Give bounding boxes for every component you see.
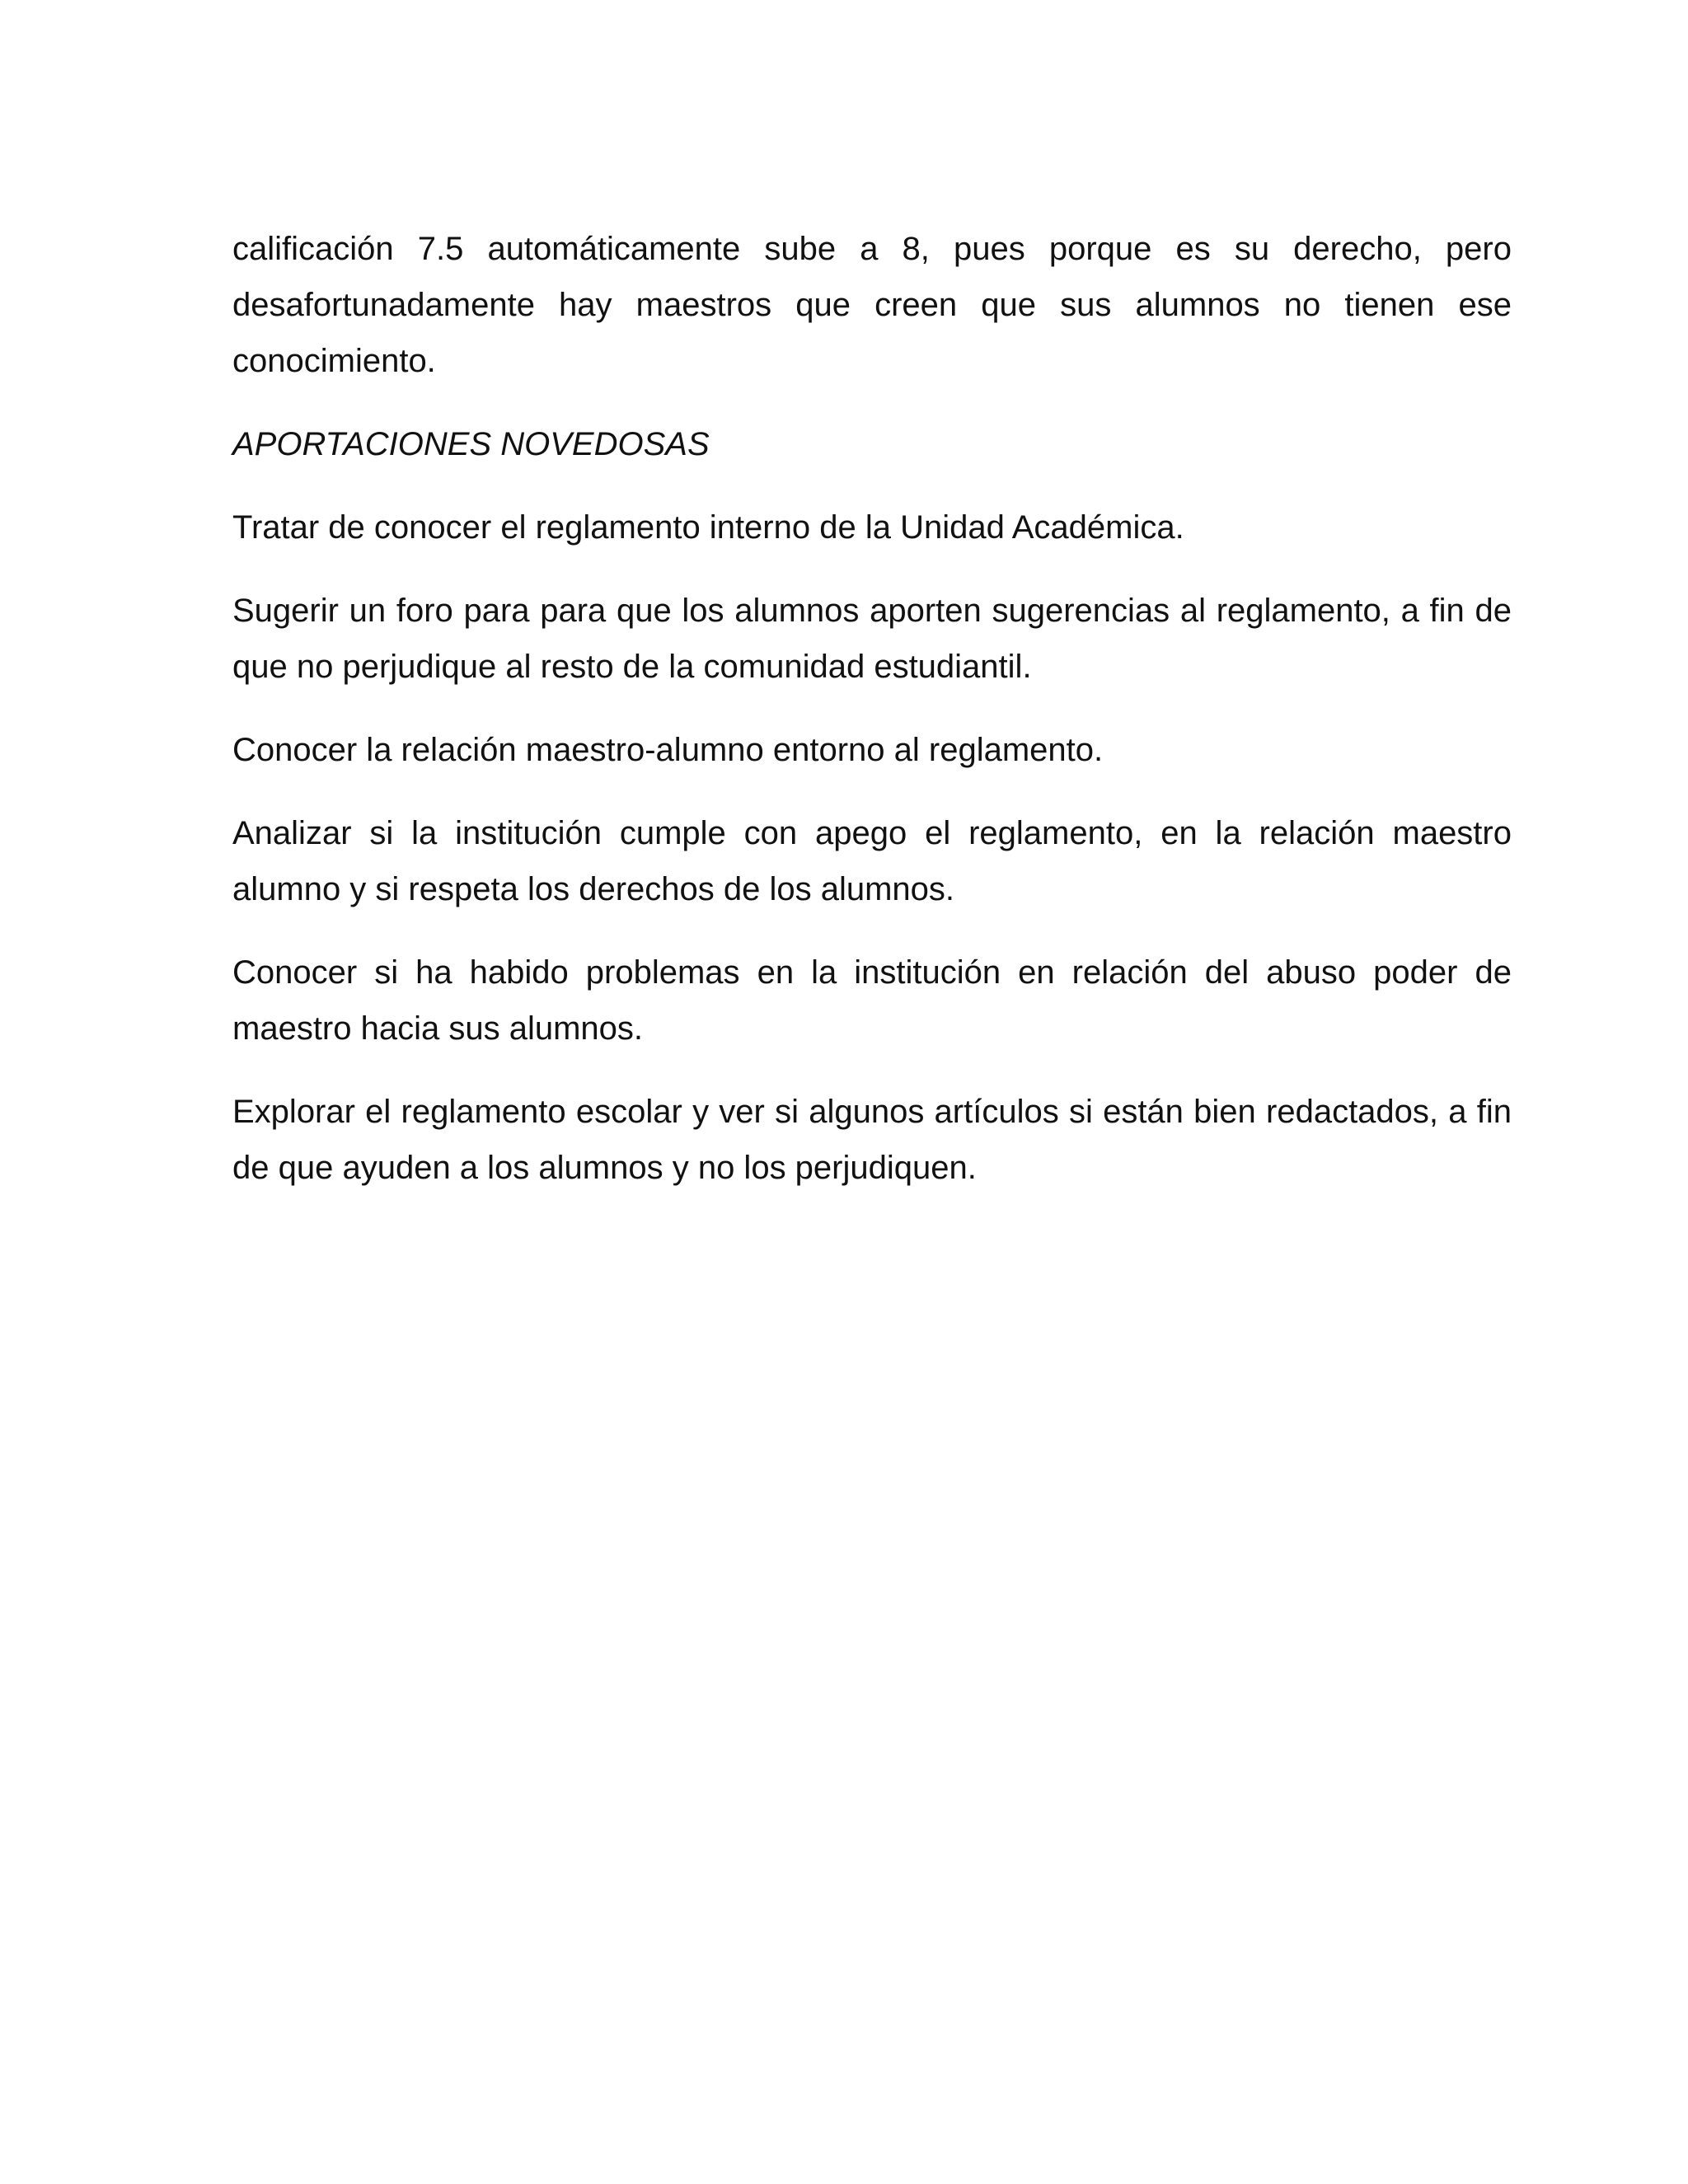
item-paragraph-3: Conocer la relación maestro-alumno entorno al reglamento. xyxy=(232,732,1104,768)
item-paragraph-2: Sugerir un foro para para que los alumnos aporten sugerencias al reglamento, a fin de que no perjudique al resto de la comunidad estudiantil. xyxy=(232,593,1512,685)
intro-paragraph: calificación 7.5 automáticamente sube a 8, pues porque es su derecho, pero desafortunadamente hay maestros que creen que sus alumnos no tienen ese conocimiento. xyxy=(232,231,1512,379)
section-heading: APORTACIONES NOVEDOSAS xyxy=(232,426,710,462)
item-paragraph-6: Explorar el reglamento escolar y ver si algunos artículos si están bien redactados, a fin de que ayuden a los alumnos y no los perjudiquen. xyxy=(232,1094,1512,1186)
item-paragraph-1: Tratar de conocer el reglamento interno de la Unidad Académica. xyxy=(232,509,1184,546)
item-paragraph-5: Conocer si ha habido problemas en la institución en relación del abuso poder de maestro hacia sus alumnos. xyxy=(232,954,1512,1047)
page-body xyxy=(232,221,1512,1223)
item-paragraph-4: Analizar si la institución cumple con apego el reglamento, en la relación maestro alumno y si respeta los derechos de los alumnos. xyxy=(232,815,1512,907)
